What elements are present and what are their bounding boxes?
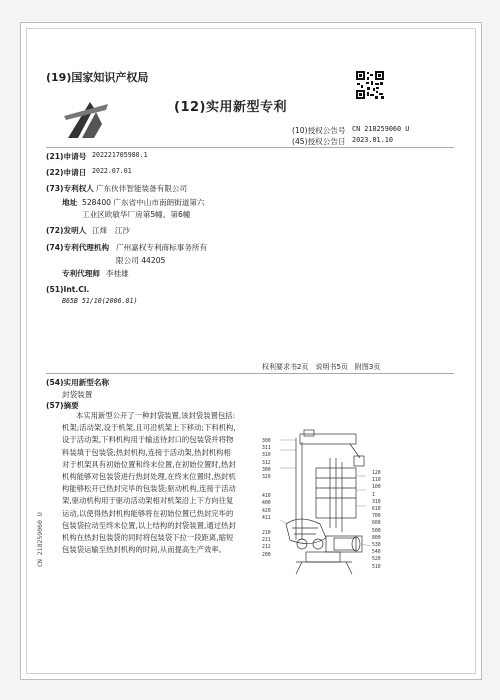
figure-label: 510 (372, 564, 381, 570)
figure-label: 300 (262, 439, 271, 444)
figure-label: 312 (262, 460, 271, 466)
address-line-2: 工业区欧敏华厂房第5幢、第6幢 (82, 210, 191, 219)
figure-label: 310 (372, 499, 381, 505)
figure-label: 400 (262, 501, 271, 507)
figure-label: 410 (262, 494, 271, 500)
figure-label: 120 (372, 471, 381, 476)
agent-value: 李桂雄 (106, 269, 129, 278)
office-name: (19)国家知识产权局 (46, 71, 149, 84)
pub-no-label: (10)授权公告号 (292, 126, 346, 135)
figure-label: 110 (372, 478, 381, 484)
agency-line-1: 广州嘉权专利商标事务所有 (116, 243, 208, 252)
title-label: (54)实用新型名称 (46, 378, 110, 387)
figure-labels-right (372, 470, 381, 571)
pages-info: 权利要求书2页 说明书5页 附图3页 (262, 363, 381, 371)
abstract-text: 本实用新型公开了一种封袋装置,该封袋装置包括:机架;活动架,设于机架,且可沿机架上下移动;下料机构,设于活动架,下料机构用于输送待封口的包装袋并将物料装填于包装袋;热封机构,连接于活动架,热封机构相对于机架具有初始位置和终末位置,在初始位置时,热封机构能够对包装袋进行热封处理,在终末位置时,热封机构能够松开已热封完毕的包装袋;驱动机构,连接于活动架,驱动机构用于驱动活动架相对机架沿上下方向往复运动,以使得热封机构能够将在初始位置已热封完毕的包装袋拉动至终末位置,以上结构的封袋装置,通过热封机构在热封包装袋的同时将包装袋下拉一段距离,缩短包装袋运输至热封机构的时间,从而提高生产效率。 (62, 411, 236, 555)
mid-divider (46, 373, 454, 374)
figure-label: 310 (262, 453, 271, 459)
document-type: (12)实用新型专利 (174, 100, 287, 115)
header-divider (46, 147, 454, 148)
side-publication-code: CN 218259060 U (36, 512, 44, 567)
app-no-label: (21)申请号 (46, 152, 87, 161)
agency-line-2: 限公司 44205 (116, 256, 166, 265)
inventor-label: (72)发明人 (46, 226, 87, 235)
figure-label: 300 (262, 467, 271, 473)
qr-code-icon (356, 71, 384, 99)
figure-label: 500 (372, 528, 381, 534)
agent-label: 专利代理师 (62, 269, 100, 278)
patentee-value: 广东伙伴智能装备有限公司 (96, 184, 188, 193)
figure-label: 530 (372, 543, 381, 549)
figure-label: 700 (372, 514, 381, 520)
figure-label: 610 (372, 507, 381, 513)
abstract-label: (57)摘要 (46, 401, 79, 410)
figure-label: 211 (262, 538, 271, 544)
intcl-value: B65B 51/10(2006.01) (62, 297, 138, 305)
figure-label: 1 (372, 492, 375, 498)
app-date-label: (22)申请日 (46, 168, 87, 177)
figure-label: 520 (372, 557, 381, 563)
figure-label: 212 (262, 545, 271, 551)
figure-label: 540 (372, 550, 381, 556)
figure-label: 200 (262, 552, 271, 558)
figure-label: 100 (372, 485, 381, 491)
figure-label: 420 (262, 508, 271, 514)
utility-model-title: 封袋装置 (62, 390, 93, 399)
device-drawing (256, 428, 378, 580)
figure-label: 800 (372, 535, 381, 541)
cnipa-logo-icon (60, 98, 112, 140)
app-date-value: 2022.07.01 (92, 167, 132, 175)
figure-label: 600 (372, 521, 381, 527)
figure-label: 411 (262, 515, 271, 521)
pub-no-value: CN 218259060 U (352, 125, 410, 133)
figure-label: 210 (262, 531, 271, 537)
figure-label: 320 (262, 475, 271, 481)
pub-date-value: 2023.01.10 (352, 136, 393, 144)
patentee-label: (73)专利权人 (46, 184, 94, 193)
intcl-label: (51)Int.Cl. (46, 285, 90, 294)
agency-label: (74)专利代理机构 (46, 243, 110, 252)
pub-date-label: (45)授权公告日 (292, 137, 346, 146)
inventor-value: 江烽 江沙 (92, 226, 130, 235)
app-no-value: 202221705980.1 (92, 151, 148, 159)
figure-labels-left (262, 438, 271, 559)
address-line-1: 528400 广东省中山市南朗街道第六 (82, 198, 205, 207)
address-label: 地址 (62, 198, 78, 207)
figure-label: 311 (262, 446, 271, 452)
